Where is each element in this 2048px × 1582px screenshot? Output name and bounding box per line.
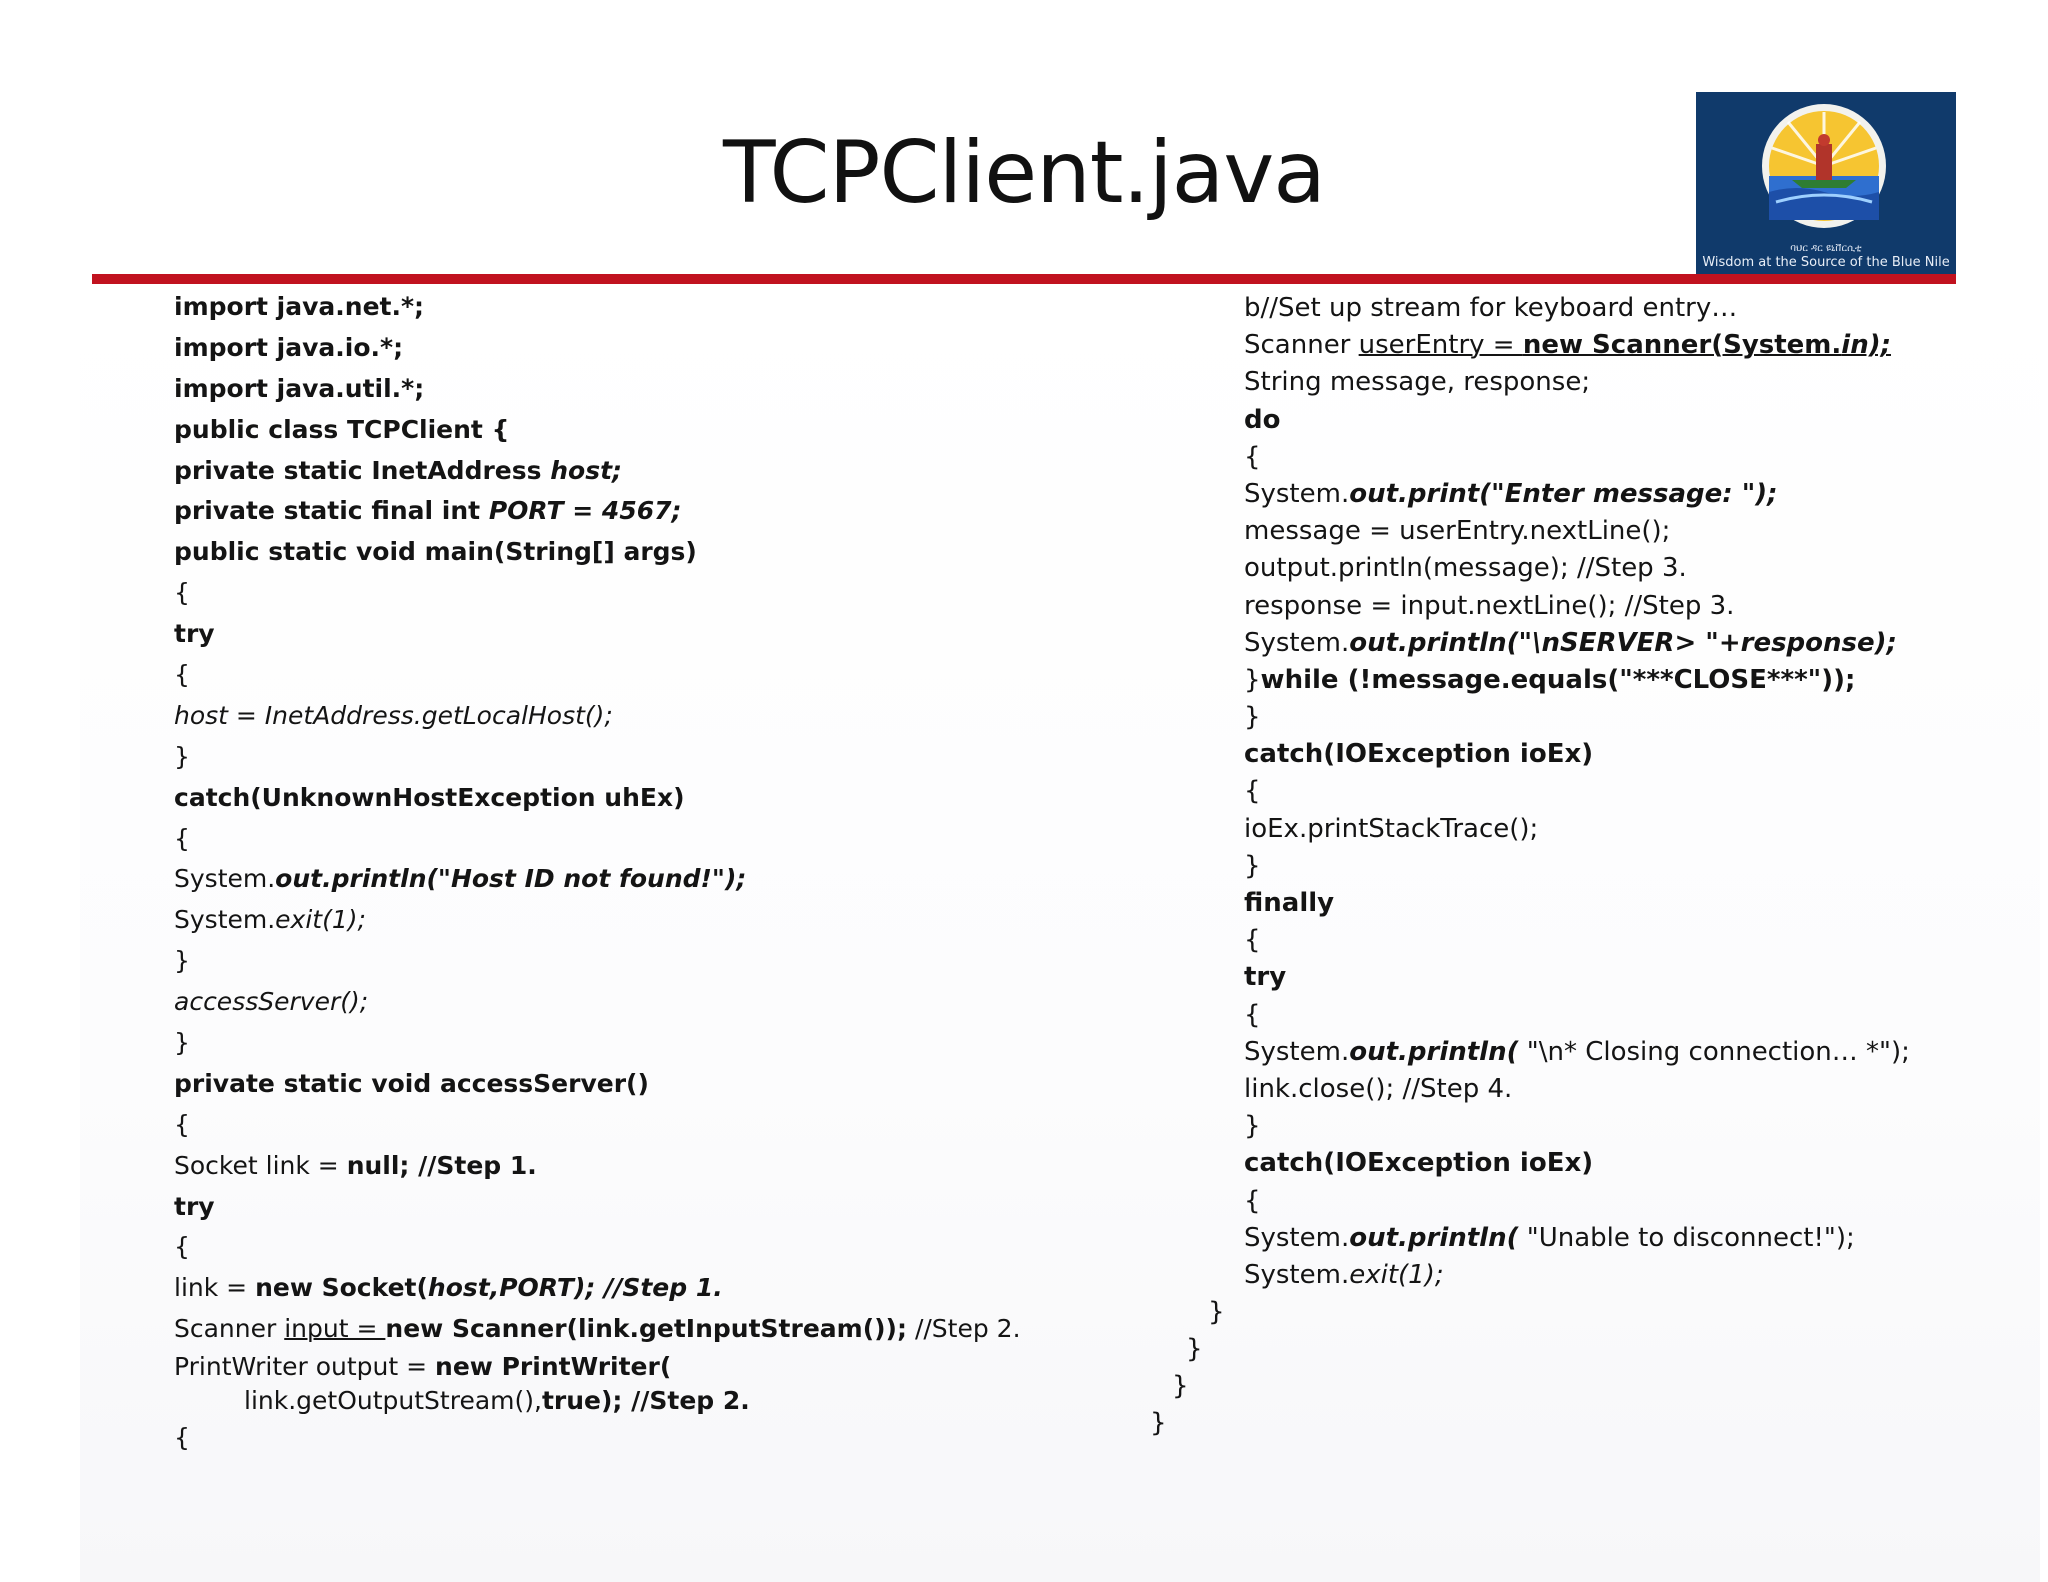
code-token: try (1244, 962, 1287, 993)
code-token: //Step 2. (907, 1314, 1021, 1344)
code-token: in); (1841, 330, 1891, 361)
code-token: import java.net.*; (174, 292, 425, 321)
code-line (1244, 736, 1910, 773)
code-token: true); //Step 2. (541, 1386, 750, 1416)
code-line (174, 532, 1021, 573)
code-line (174, 1105, 1021, 1146)
code-line (1244, 662, 1910, 699)
code-line (1244, 1220, 1910, 1257)
code-token: private static final int (174, 496, 489, 526)
code-token: { (174, 1109, 190, 1139)
code-token: null; //Step 1. (346, 1150, 537, 1180)
code-token: System. (1244, 478, 1350, 509)
code-line (174, 1384, 1021, 1418)
code-token: Socket link = (174, 1150, 347, 1180)
code-line (1244, 1257, 1910, 1294)
code-line (1244, 1145, 1910, 1182)
code-line (174, 1268, 1021, 1309)
code-line (1244, 625, 1910, 662)
code-token: Scanner (1244, 330, 1359, 361)
code-token: private static InetAddress (174, 455, 551, 485)
code-line (174, 451, 1021, 492)
code-token: } (1244, 850, 1261, 881)
closing-brace: } (1150, 1408, 1167, 1438)
code-token: host = InetAddress.getLocalHost(); (174, 700, 613, 730)
code-line (174, 982, 1021, 1023)
code-token: finally (1244, 888, 1335, 918)
code-line (1244, 773, 1910, 810)
code-token: userEntry = (1358, 330, 1523, 361)
code-token: { (1244, 776, 1261, 807)
code-token: PORT = 4567; (488, 496, 682, 526)
code-line (1244, 402, 1910, 439)
code-token: new Socket( (255, 1273, 428, 1303)
code-line (174, 369, 1021, 410)
code-token: { (174, 660, 190, 690)
code-line (174, 328, 1021, 369)
code-token: { (1244, 925, 1261, 956)
code-token: new Scanner(System. (1522, 330, 1842, 361)
code-token: { (174, 578, 190, 608)
slide-title: TCPClient.java (723, 123, 1325, 223)
code-line (174, 1227, 1021, 1268)
code-token: output.println(message); //Step 3. (1244, 553, 1687, 584)
code-line (1244, 1108, 1910, 1145)
code-line (174, 573, 1021, 614)
code-token: { (174, 823, 190, 853)
code-line (1244, 550, 1910, 587)
code-token: import java.util.*; (174, 373, 425, 403)
code-token: link = (174, 1273, 256, 1303)
code-token: out.println( (1349, 1036, 1519, 1067)
code-line (174, 859, 1021, 900)
code-token: private static void accessServer() (174, 1068, 649, 1098)
code-token: new Scanner(link.getInputStream()); (385, 1314, 907, 1344)
code-token: catch(IOException ioEx) (1244, 1148, 1594, 1179)
code-line (1244, 364, 1910, 401)
code-line (1244, 513, 1910, 550)
code-token: } (174, 1028, 190, 1058)
code-line (174, 1418, 1021, 1459)
code-line (1244, 848, 1910, 885)
code-token: message = userEntry.nextLine(); (1244, 516, 1671, 547)
code-token: String message, response; (1244, 367, 1591, 398)
code-line (1244, 588, 1910, 625)
closing-brace: } (1172, 1371, 1189, 1401)
code-token: exit(1); (1349, 1259, 1444, 1290)
code-line (174, 491, 1021, 532)
logo-caption: Wisdom at the Source of the Blue Nile (1702, 255, 1950, 270)
code-token: } (1244, 664, 1261, 695)
code-line (1244, 959, 1910, 996)
code-token: "Unable to disconnect!"); (1518, 1222, 1855, 1253)
code-token: } (1244, 1111, 1261, 1142)
code-line (174, 819, 1021, 860)
code-line (1244, 476, 1910, 513)
code-line (174, 1187, 1021, 1228)
code-line (174, 696, 1021, 737)
code-token: try (174, 1191, 215, 1221)
code-line (174, 1064, 1021, 1105)
code-line (1244, 997, 1910, 1034)
code-token: b//Set up stream for keyboard entry… (1244, 293, 1738, 323)
logo-amharic-text: ባህር ዳር ዩኒቨርሲቲ (1790, 243, 1862, 254)
code-column-left (174, 287, 1021, 1459)
code-line (174, 655, 1021, 696)
code-line (174, 1350, 1021, 1384)
code-token: public class TCPClient { (174, 414, 510, 444)
code-token: "\n* Closing connection… *"); (1518, 1036, 1910, 1067)
code-token: catch(IOException ioEx) (1244, 739, 1594, 770)
code-line (174, 410, 1021, 451)
code-token: System. (1244, 627, 1350, 658)
code-token: { (1244, 1185, 1261, 1216)
code-token: host,PORT); //Step 1. (427, 1273, 723, 1303)
code-token: out.println( (1349, 1222, 1519, 1253)
code-token: System. (1244, 1222, 1350, 1253)
code-token: exit(1); (275, 905, 366, 935)
code-line (1244, 811, 1910, 848)
code-token: import java.io.*; (174, 332, 404, 362)
code-token: input = (284, 1314, 386, 1344)
closing-brace: } (1186, 1334, 1203, 1364)
code-line (174, 614, 1021, 655)
code-token: ioEx.printStackTrace(); (1244, 813, 1539, 844)
code-token: { (1244, 441, 1261, 472)
code-token: do (1244, 404, 1281, 435)
university-logo (1696, 92, 1956, 276)
code-token: } (1244, 702, 1261, 733)
code-token: try (174, 619, 215, 649)
code-token: link.close(); //Step 4. (1244, 1073, 1513, 1104)
code-line (1244, 327, 1910, 364)
code-token: } (174, 946, 190, 976)
code-token: { (174, 1232, 190, 1262)
title-divider (92, 274, 1956, 284)
code-token: new PrintWriter( (435, 1352, 672, 1382)
code-token: { (1244, 999, 1261, 1030)
code-line (1244, 699, 1910, 736)
code-token: PrintWriter output = (174, 1352, 436, 1382)
code-line (1244, 1183, 1910, 1220)
code-token: System. (1244, 1036, 1350, 1067)
code-line (174, 1309, 1021, 1350)
code-line (1244, 922, 1910, 959)
code-token: Scanner (174, 1314, 285, 1344)
code-line (1244, 290, 1910, 327)
code-token: System. (1244, 1259, 1350, 1290)
code-line (1244, 1071, 1910, 1108)
code-token: response = input.nextLine(); //Step 3. (1244, 590, 1735, 621)
code-token: while (!message.equals("***CLOSE***")); (1260, 664, 1856, 695)
code-line (174, 941, 1021, 982)
code-token: System. (174, 864, 276, 894)
code-line (174, 900, 1021, 941)
code-line (1244, 439, 1910, 476)
code-token: out.println("\nSERVER> "+response); (1349, 627, 1897, 658)
code-line (174, 1023, 1021, 1064)
code-line (174, 778, 1021, 819)
code-token: host; (550, 455, 623, 485)
code-line (1244, 885, 1910, 922)
code-token: out.println("Host ID not found!"); (275, 864, 747, 894)
code-token: System. (174, 905, 276, 935)
code-token: } (174, 741, 190, 771)
code-token: catch(UnknownHostException uhEx) (174, 782, 685, 812)
code-token: accessServer(); (174, 987, 369, 1017)
code-token: out.print("Enter message: "); (1349, 478, 1778, 509)
code-line (174, 737, 1021, 778)
code-line (174, 287, 1021, 328)
code-line (1244, 1034, 1910, 1071)
code-token: { (174, 1423, 190, 1453)
code-token: public static void main(String[] args) (174, 537, 697, 567)
closing-brace: } (1208, 1297, 1225, 1327)
code-column-right (1244, 290, 1910, 1294)
code-token: link.getOutputStream(), (244, 1386, 542, 1416)
code-line (174, 1146, 1021, 1187)
